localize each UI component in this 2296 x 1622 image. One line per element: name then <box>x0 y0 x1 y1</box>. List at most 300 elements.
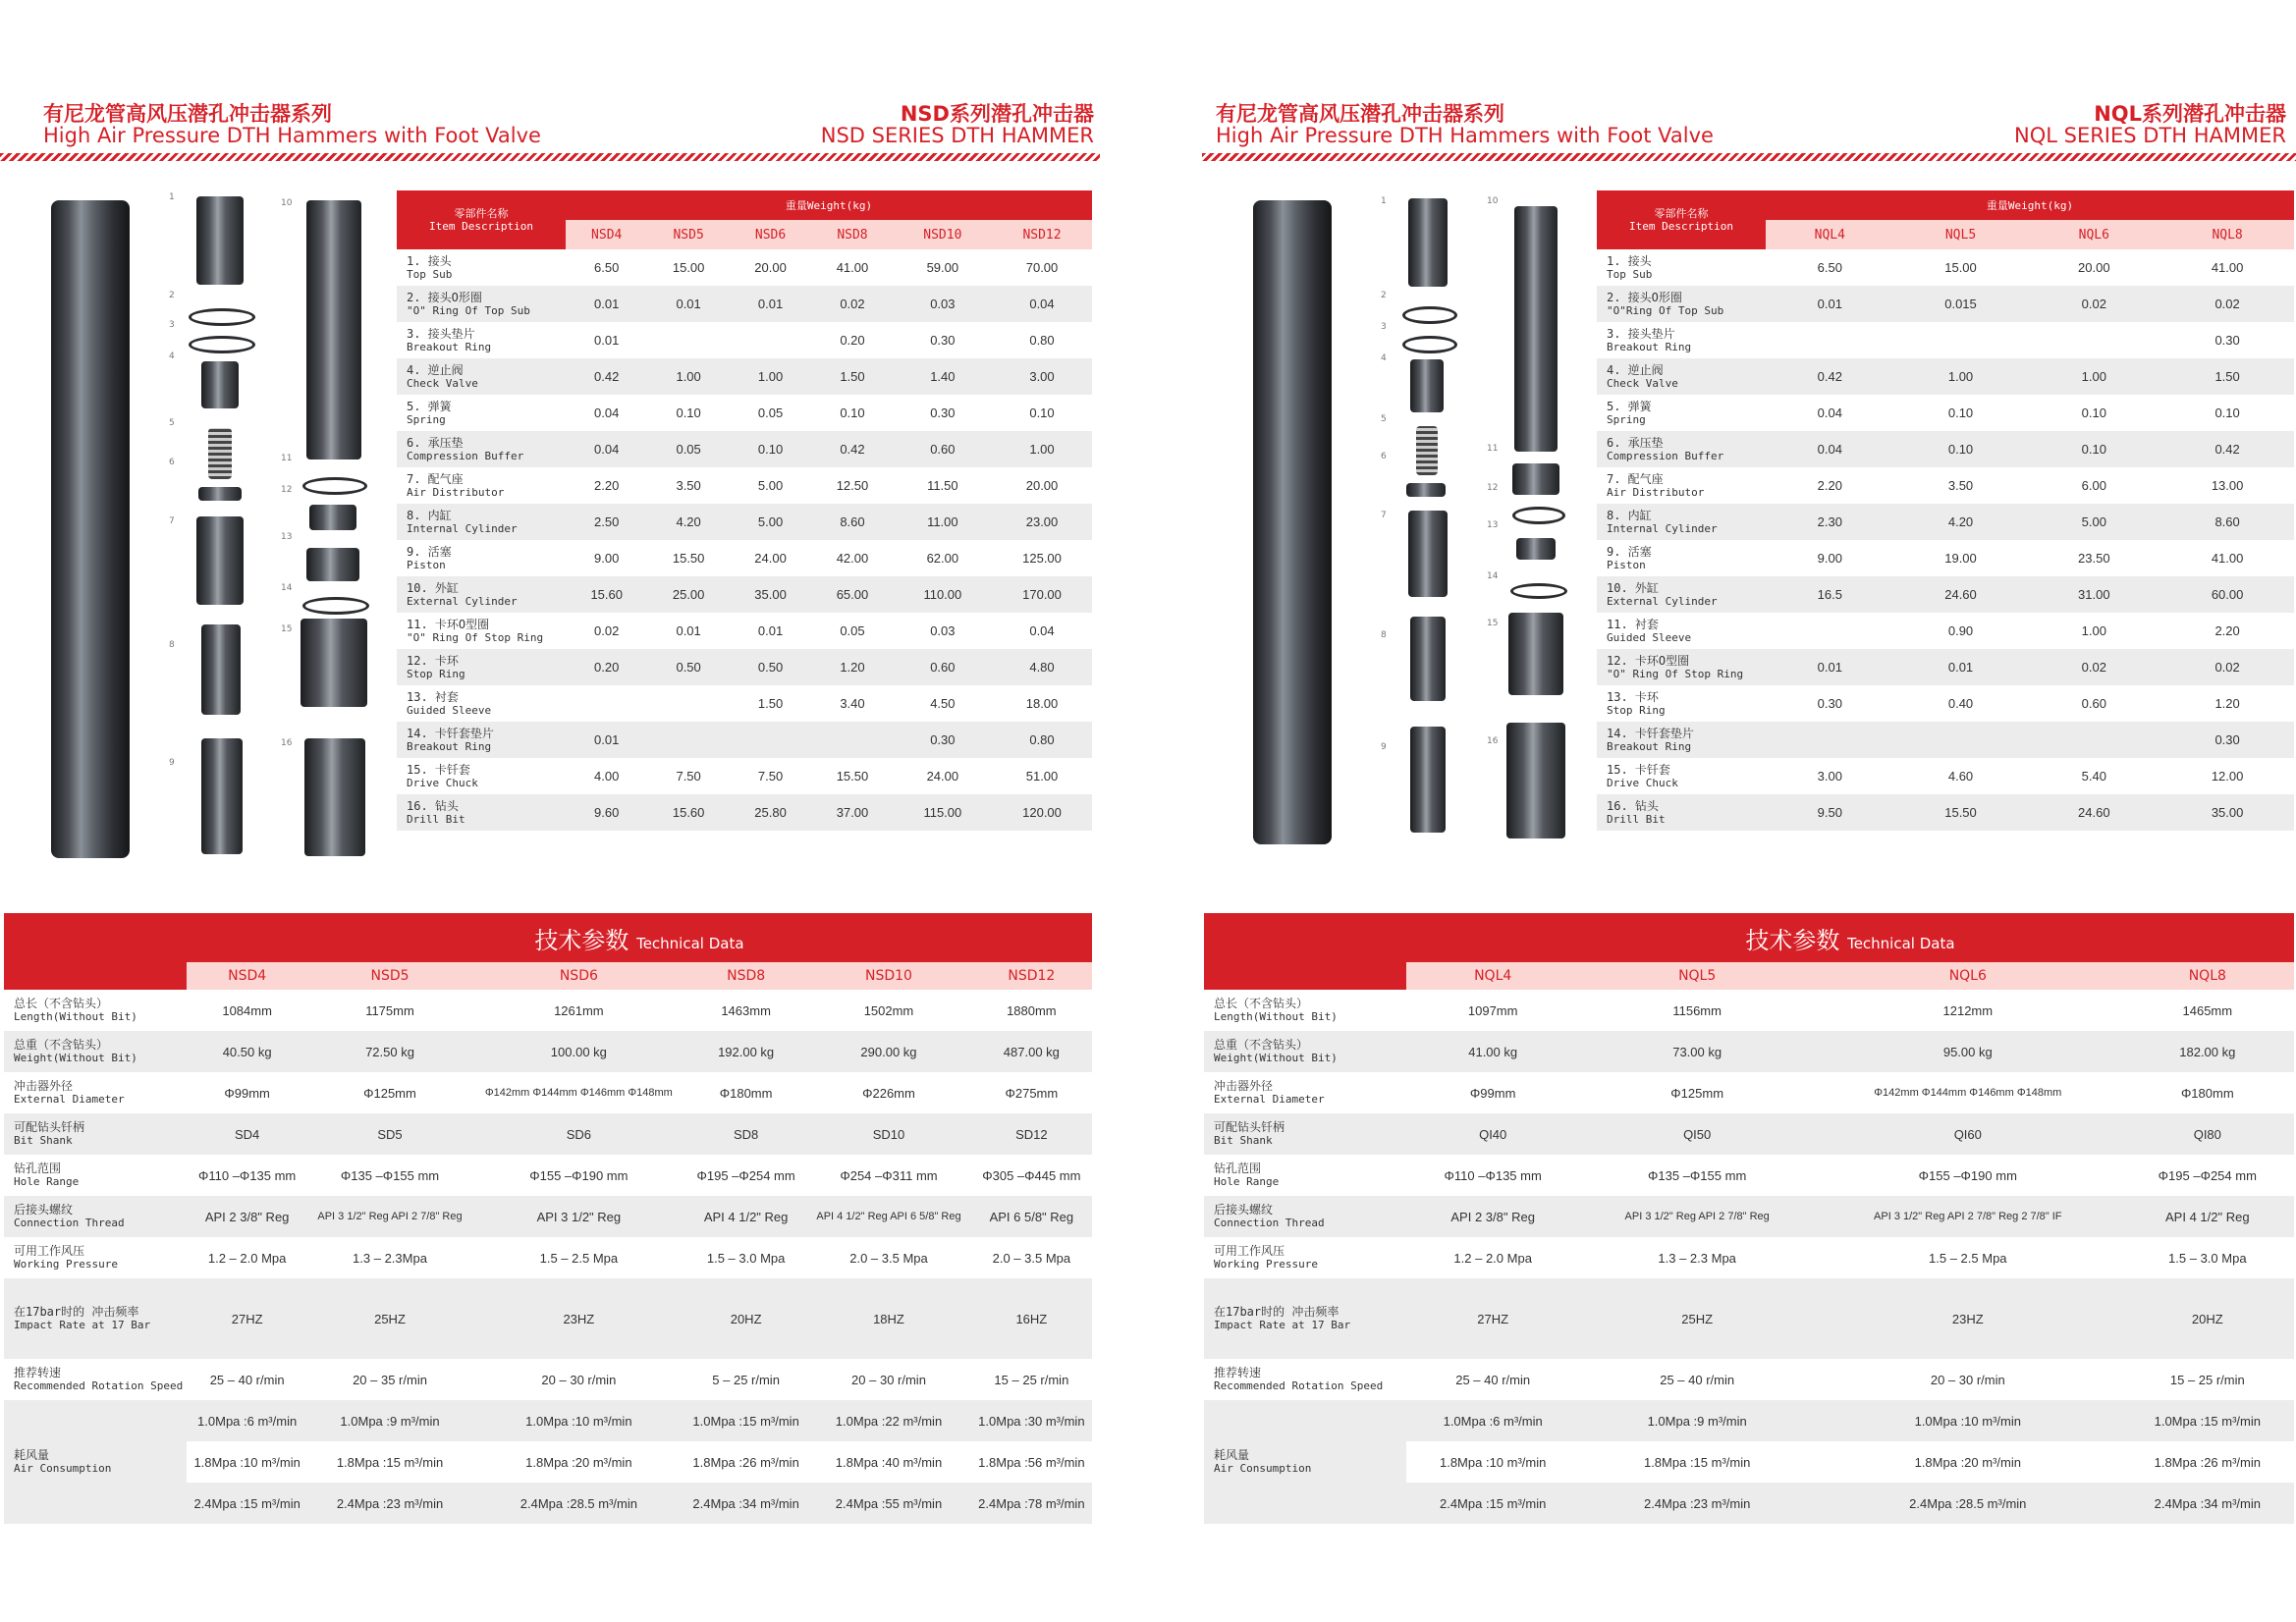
model-header: NQL8 <box>2121 962 2294 990</box>
part-name-zh: 4. 逆止阀 <box>407 362 464 377</box>
weight-value: 2.20 <box>1817 478 1842 493</box>
spec-name <box>1204 1031 1406 1072</box>
part-name-en: Drill Bit <box>407 812 465 826</box>
weight-value: 4.20 <box>647 504 729 540</box>
spec-value: 25HZ <box>307 1278 471 1359</box>
spec-value: 1097mm <box>1467 1002 1518 1018</box>
part-name-zh: 10. 外缸 <box>407 580 459 595</box>
part-stop-ring-o <box>1512 507 1565 524</box>
weight-value: 1.20 <box>811 649 893 685</box>
weight-value: 13.00 <box>2211 478 2244 493</box>
part-name-zh: 5. 弹簧 <box>407 399 452 413</box>
part-name-en: Check Valve <box>407 376 478 390</box>
table-row <box>397 613 1092 649</box>
table-row <box>397 649 1092 685</box>
table-row <box>1204 1196 2294 1237</box>
part-name <box>397 358 566 395</box>
spec-name <box>1204 1400 1406 1524</box>
spec-value: 1.2 – 2.0 Mpa <box>207 1250 287 1266</box>
weight-value: 0.05 <box>757 406 784 420</box>
part-name <box>1597 794 1766 831</box>
spec-value: 20HZ <box>685 1278 806 1359</box>
part-name-zh: 12. 卡环 <box>407 653 459 668</box>
part-number: 12 <box>281 485 293 495</box>
air-consumption-value: 2.4Mpa :55 m³/min <box>806 1483 970 1524</box>
part-name <box>397 576 566 613</box>
weight-value: 15.00 <box>672 260 705 275</box>
part-external-cylinder <box>1514 206 1558 452</box>
part-name-en: Compression Buffer <box>1607 449 1724 462</box>
part-name-en: "O" Ring Of Stop Ring <box>1607 667 1744 680</box>
weight-value: 0.01 <box>730 286 811 322</box>
model-header: NQL5 <box>1894 220 2028 249</box>
part-name-en: Internal Cylinder <box>1607 521 1718 535</box>
table-row <box>1204 1359 2294 1400</box>
part-number: 5 <box>1381 414 1387 424</box>
weight-value: 15.50 <box>836 769 869 784</box>
part-number: 1 <box>169 192 175 202</box>
spec-value: API 4 1/2" Reg <box>2121 1196 2294 1237</box>
air-consumption-value: 2.4Mpa :15 m³/min <box>187 1483 307 1524</box>
weight-value: 59.00 <box>926 260 959 275</box>
part-number: 2 <box>1381 291 1387 300</box>
spec-value: 290.00 kg <box>806 1031 970 1072</box>
spec-value: 25 – 40 r/min <box>1455 1372 1531 1387</box>
weight-value: 0.42 <box>566 358 647 395</box>
table-row <box>1204 1031 2294 1072</box>
weight-value: 0.30 <box>2160 722 2294 758</box>
part-name-en: Check Valve <box>1607 376 1678 390</box>
spec-value: API 2 3/8" Reg <box>187 1196 307 1237</box>
table-row <box>1204 1400 2294 1441</box>
part-number: 10 <box>281 198 293 208</box>
air-consumption-value: 1.0Mpa :15 m³/min <box>685 1400 806 1441</box>
part-name <box>1597 540 1766 576</box>
table-row <box>397 504 1092 540</box>
weight-value: 4.50 <box>930 696 956 711</box>
air-consumption-value: 1.8Mpa :15 m³/min <box>307 1441 471 1483</box>
spec-name-en: Length(Without Bit) <box>1214 1010 1338 1023</box>
spec-name-zh: 钻孔范围 <box>1214 1162 1262 1175</box>
hammer-illustration <box>1241 192 1595 870</box>
part-number: 9 <box>169 758 175 768</box>
part-name-en: Internal Cylinder <box>407 521 518 535</box>
part-number: 13 <box>1487 520 1499 530</box>
part-name-zh: 3. 接头垫片 <box>1607 326 1675 341</box>
part-name-en: Breakout Ring <box>1607 340 1692 353</box>
part-number: 5 <box>169 418 175 428</box>
weight-value: 0.04 <box>1817 406 1842 420</box>
air-consumption-value: 1.8Mpa :26 m³/min <box>685 1441 806 1483</box>
spec-name-en: Impact Rate at 17 Bar <box>14 1319 151 1331</box>
part-number: 15 <box>1487 619 1499 628</box>
air-consumption-value: 1.8Mpa :10 m³/min <box>187 1441 307 1483</box>
spec-name-zh: 冲击器外径 <box>14 1079 74 1093</box>
part-name <box>1597 649 1766 685</box>
spec-value: Φ195 –Φ254 mm <box>696 1167 795 1183</box>
table-row <box>1597 322 2294 358</box>
spec-value: 1175mm <box>365 1002 414 1018</box>
weight-value <box>647 685 729 722</box>
weight-value: 20.00 <box>2078 260 2110 275</box>
spec-value: 27HZ <box>1406 1278 1579 1359</box>
part-number: 8 <box>1381 630 1387 640</box>
part-name-zh: 1. 接头 <box>407 253 452 268</box>
weight-value: 7.50 <box>676 769 701 784</box>
part-name <box>1597 395 1766 431</box>
part-name-zh: 9. 活塞 <box>407 544 452 559</box>
part-name-zh: 7. 配气座 <box>1607 471 1664 486</box>
weight-value: 0.10 <box>676 406 701 420</box>
part-name-zh: 12. 卡环O型圈 <box>1607 653 1690 668</box>
weight-value: 65.00 <box>811 576 893 613</box>
weight-value: 20.00 <box>1025 478 1059 493</box>
part-name-zh: 16. 钻头 <box>1607 798 1659 813</box>
part-number: 2 <box>169 291 175 300</box>
part-name <box>397 249 566 286</box>
part-number: 11 <box>281 454 293 463</box>
weight-value: 0.01 <box>1766 286 1894 322</box>
model-header: NQL6 <box>2027 220 2160 249</box>
table-row <box>397 758 1092 794</box>
spec-value: 20 – 30 r/min <box>1930 1372 2005 1387</box>
air-consumption-value: 1.0Mpa :10 m³/min <box>472 1400 685 1441</box>
weight-value: 0.02 <box>811 286 893 322</box>
part-name <box>1597 286 1766 322</box>
spec-name <box>4 990 187 1031</box>
part-name-en: Drill Bit <box>1607 812 1666 826</box>
spec-name <box>1204 1113 1406 1155</box>
weight-value: 0.30 <box>2214 333 2240 348</box>
spec-value: 27HZ <box>187 1278 307 1359</box>
series-title-en: NQL SERIES DTH HAMMER <box>2014 124 2286 147</box>
spec-value: 487.00 kg <box>971 1031 1092 1072</box>
table-row <box>4 1359 1092 1400</box>
spec-value: Φ254 –Φ311 mm <box>840 1167 938 1183</box>
weight-header: 重量Weight(kg) <box>566 190 1092 220</box>
weight-value <box>2027 722 2160 758</box>
spec-value: 182.00 kg <box>2121 1031 2294 1072</box>
table-row <box>1597 613 2294 649</box>
weight-value: 0.10 <box>1947 406 1974 420</box>
part-name-en: Stop Ring <box>407 667 465 680</box>
weight-value: 15.50 <box>672 551 705 566</box>
air-consumption-value: 1.0Mpa :10 m³/min <box>1815 1400 2121 1441</box>
weight-value: 0.10 <box>2027 431 2160 467</box>
part-number: 3 <box>169 320 175 330</box>
part-name-zh: 11. 衬套 <box>1607 617 1659 631</box>
spec-name-zh: 耗风量 <box>14 1448 50 1462</box>
table-row <box>397 322 1092 358</box>
table-row <box>1597 649 2294 685</box>
part-name-en: Spring <box>407 412 446 426</box>
spec-name-zh: 可用工作风压 <box>14 1244 85 1258</box>
part-name-en: Guided Sleeve <box>407 703 492 717</box>
table-corner <box>1204 913 1406 990</box>
spec-value: Φ155 –Φ190 mm <box>1918 1167 2017 1183</box>
weight-value: 2.20 <box>594 478 620 493</box>
part-name <box>1597 249 1766 286</box>
weight-value: 3.50 <box>1947 478 1974 493</box>
spec-value: 20 – 30 r/min <box>541 1372 617 1387</box>
spec-name <box>1204 1359 1406 1400</box>
part-number: 11 <box>1487 444 1499 454</box>
spec-value: 1502mm <box>863 1002 914 1018</box>
part-name <box>1597 467 1766 504</box>
spec-value: 20 – 35 r/min <box>353 1372 427 1387</box>
part-number: 10 <box>1487 196 1499 206</box>
spec-value: 23HZ <box>472 1278 685 1359</box>
air-consumption-value: 2.4Mpa :23 m³/min <box>1579 1483 1815 1524</box>
model-header: NSD6 <box>730 220 811 249</box>
spec-name-en: Recommended Rotation Speed <box>1214 1379 1384 1392</box>
weight-value <box>730 322 811 358</box>
table-row <box>1597 358 2294 395</box>
weight-value: 1.00 <box>730 358 811 395</box>
part-name-zh: 14. 卡钎套垫片 <box>1607 726 1694 740</box>
weight-value <box>1766 722 1894 758</box>
spec-name <box>1204 1278 1406 1359</box>
spec-value: SD5 <box>307 1113 471 1155</box>
weight-value: 0.10 <box>840 406 865 420</box>
spec-value: Φ142mm Φ144mm Φ146mm Φ148mm <box>484 1087 673 1099</box>
spec-value: 1880mm <box>1007 1002 1057 1018</box>
part-name-zh: 6. 承压垫 <box>1607 435 1664 450</box>
part-stop-ring <box>309 505 356 530</box>
spec-value: 23HZ <box>1815 1278 2121 1359</box>
weight-value: 41.00 <box>2211 260 2244 275</box>
table-row <box>1597 722 2294 758</box>
part-drill-bit <box>1506 723 1565 838</box>
weight-value: 115.00 <box>894 794 992 831</box>
spec-value: API 3 1/2" Reg API 2 7/8" Reg <box>307 1196 471 1237</box>
weight-table <box>1597 190 2294 831</box>
table-row <box>1597 395 2294 431</box>
table-row <box>4 1400 1092 1441</box>
spec-value: SD4 <box>187 1113 307 1155</box>
spec-value: 20HZ <box>2121 1278 2294 1359</box>
part-number: 14 <box>281 583 293 593</box>
weight-value: 1.00 <box>1894 358 2028 395</box>
weight-value: 5.00 <box>730 504 811 540</box>
spec-value: Φ135 –Φ155 mm <box>340 1167 440 1183</box>
part-name <box>397 540 566 576</box>
spec-value: QI40 <box>1406 1113 1579 1155</box>
model-header: NQL8 <box>2160 220 2294 249</box>
spec-value: 41.00 kg <box>1406 1031 1579 1072</box>
weight-value: 2.30 <box>1766 504 1894 540</box>
table-row <box>1597 286 2294 322</box>
table-row <box>1597 249 2294 286</box>
model-header: NSD12 <box>971 962 1092 990</box>
weight-value: 9.00 <box>594 551 620 566</box>
part-name <box>397 467 566 504</box>
air-consumption-value: 1.8Mpa :20 m³/min <box>472 1441 685 1483</box>
weight-value: 0.10 <box>1894 431 2028 467</box>
spec-name-en: Hole Range <box>14 1175 80 1188</box>
part-guided-sleeve <box>1512 463 1559 495</box>
spec-name-en: Hole Range <box>1214 1175 1280 1188</box>
weight-value: 0.80 <box>1029 333 1055 348</box>
spec-value: API 4 1/2" Reg API 6 5/8" Reg <box>806 1196 970 1237</box>
weight-value: 0.42 <box>811 431 893 467</box>
table-row <box>397 576 1092 613</box>
part-check-valve <box>1410 359 1444 412</box>
part-name-en: Air Distributor <box>407 485 505 499</box>
weight-value: 1.00 <box>2081 623 2106 638</box>
weight-value: 6.50 <box>1817 260 1842 275</box>
weight-value: 0.20 <box>840 333 865 348</box>
table-row <box>397 286 1092 322</box>
part-air-distributor <box>1408 511 1448 597</box>
part-name <box>397 794 566 831</box>
model-header: NSD5 <box>647 220 729 249</box>
weight-value: 42.00 <box>836 551 869 566</box>
weight-value: 4.20 <box>1894 504 2028 540</box>
spec-name-zh: 后接头螺纹 <box>1214 1203 1274 1216</box>
table-row <box>1204 990 2294 1031</box>
part-name-zh: 5. 弹簧 <box>1607 399 1652 413</box>
page-header <box>1216 98 2286 149</box>
part-number: 7 <box>1381 511 1387 520</box>
air-consumption-value: 1.0Mpa :6 m³/min <box>1406 1400 1579 1441</box>
weight-value <box>1894 722 2028 758</box>
spec-value: Φ226mm <box>862 1085 915 1101</box>
spec-name-zh: 可配钻头钎柄 <box>14 1120 85 1134</box>
weight-value: 0.50 <box>730 649 811 685</box>
model-header: NSD4 <box>187 962 307 990</box>
spec-value: SD10 <box>806 1113 970 1155</box>
header-title-zh: 有尼龙管高风压潜孔冲击器系列 <box>43 102 332 126</box>
table-row <box>1597 794 2294 831</box>
weight-value: 1.50 <box>757 696 784 711</box>
weight-value <box>647 722 729 758</box>
weight-value: 0.90 <box>1947 623 1974 638</box>
weight-value: 9.60 <box>566 794 647 831</box>
part-name <box>397 504 566 540</box>
spec-name-en: External Diameter <box>1214 1093 1325 1106</box>
air-consumption-value: 2.4Mpa :34 m³/min <box>2121 1483 2294 1524</box>
weight-value: 62.00 <box>926 551 959 566</box>
part-name-zh: 16. 钻头 <box>407 798 459 813</box>
spec-name-zh: 推荐转速 <box>1214 1366 1262 1379</box>
series-title-zh: NSD系列潜孔冲击器 <box>900 102 1094 126</box>
spec-value: 25 – 40 r/min <box>209 1372 285 1387</box>
spec-value: Φ99mm <box>1469 1085 1516 1101</box>
model-header: NSD5 <box>307 962 471 990</box>
weight-value: 31.00 <box>2027 576 2160 613</box>
spec-value: 40.50 kg <box>187 1031 307 1072</box>
spec-value: 73.00 kg <box>1579 1031 1815 1072</box>
part-top-sub <box>196 196 244 285</box>
weight-value <box>647 322 729 358</box>
air-consumption-value: 2.4Mpa :15 m³/min <box>1406 1483 1579 1524</box>
part-name-en: Breakout Ring <box>407 340 492 353</box>
spec-name <box>4 1155 187 1196</box>
weight-value: 1.20 <box>2214 696 2240 711</box>
weight-value: 24.00 <box>926 769 959 784</box>
weight-value: 6.50 <box>594 260 620 275</box>
part-name-en: Breakout Ring <box>1607 739 1692 753</box>
weight-header: 重量Weight(kg) <box>1766 190 2294 220</box>
weight-value: 0.10 <box>2214 406 2240 420</box>
part-number: 15 <box>281 624 293 634</box>
weight-value: 15.60 <box>566 576 647 613</box>
hammer-assembly <box>51 200 130 858</box>
weight-value: 0.30 <box>930 333 956 348</box>
part-name <box>397 649 566 685</box>
spec-value: 1463mm <box>721 1002 771 1018</box>
table-row <box>1597 431 2294 467</box>
air-consumption-value: 2.4Mpa :23 m³/min <box>307 1483 471 1524</box>
technical-data-table <box>1204 913 2294 1524</box>
weight-value: 70.00 <box>1025 260 1059 275</box>
spec-value: 1.5 – 2.5 Mpa <box>1929 1250 2007 1266</box>
part-name <box>397 286 566 322</box>
spec-value: Φ275mm <box>1005 1085 1059 1101</box>
model-header: NSD10 <box>806 962 970 990</box>
part-name-zh: 4. 逆止阀 <box>1607 362 1664 377</box>
air-consumption-value: 1.8Mpa :15 m³/min <box>1579 1441 1815 1483</box>
air-consumption-value: 1.8Mpa :26 m³/min <box>2121 1441 2294 1483</box>
spec-value: Φ142mm Φ144mm Φ146mm Φ148mm <box>1874 1087 2062 1099</box>
part-stop-ring-o <box>302 477 367 495</box>
spec-name-en: Bit Shank <box>14 1134 73 1147</box>
item-description-header: 零部件名称 Item Description <box>1597 190 1766 249</box>
weight-value: 125.00 <box>1022 551 1062 566</box>
weight-value: 0.04 <box>1029 623 1055 638</box>
table-row <box>397 395 1092 431</box>
spec-name-en: Weight(Without Bit) <box>1214 1052 1338 1064</box>
series-title-zh: NQL系列潜孔冲击器 <box>2094 102 2286 126</box>
weight-value: 2.20 <box>2214 623 2240 638</box>
weight-value: 23.50 <box>2078 551 2110 566</box>
part-number: 16 <box>1487 736 1499 746</box>
weight-value: 15.60 <box>647 794 729 831</box>
weight-value: 1.00 <box>647 358 729 395</box>
weight-value: 23.00 <box>992 504 1092 540</box>
part-name <box>397 395 566 431</box>
weight-value: 60.00 <box>2160 576 2294 613</box>
weight-value: 19.00 <box>1944 551 1977 566</box>
part-name <box>397 613 566 649</box>
spec-name-en: Weight(Without Bit) <box>14 1052 137 1064</box>
part-name-en: Top Sub <box>407 267 453 281</box>
part-o-ring <box>189 308 255 326</box>
part-buffer <box>1406 483 1446 497</box>
spec-value: 95.00 kg <box>1815 1031 2121 1072</box>
weight-value <box>1766 613 1894 649</box>
weight-value: 5.00 <box>757 478 784 493</box>
air-consumption-value: 1.0Mpa :6 m³/min <box>187 1400 307 1441</box>
spec-value: 16HZ <box>971 1278 1092 1359</box>
weight-value: 0.30 <box>930 406 956 420</box>
part-number: 1 <box>1381 196 1387 206</box>
part-name-en: Piston <box>1607 558 1646 571</box>
spec-value: Φ180mm <box>719 1085 773 1101</box>
part-drive-chuck <box>1508 613 1563 695</box>
weight-value: 0.02 <box>2160 286 2294 322</box>
weight-value: 18.00 <box>1025 696 1059 711</box>
spec-value: 25 – 40 r/min <box>1660 1372 1735 1387</box>
part-name-zh: 15. 卡钎套 <box>1607 762 1670 777</box>
spec-value: 1156mm <box>1672 1002 1722 1018</box>
weight-value: 0.03 <box>894 286 992 322</box>
spec-name-en: Air Consumption <box>1214 1462 1312 1475</box>
spec-value: 20 – 30 r/min <box>851 1372 926 1387</box>
air-consumption-value: 2.4Mpa :34 m³/min <box>685 1483 806 1524</box>
table-row <box>1204 1237 2294 1278</box>
